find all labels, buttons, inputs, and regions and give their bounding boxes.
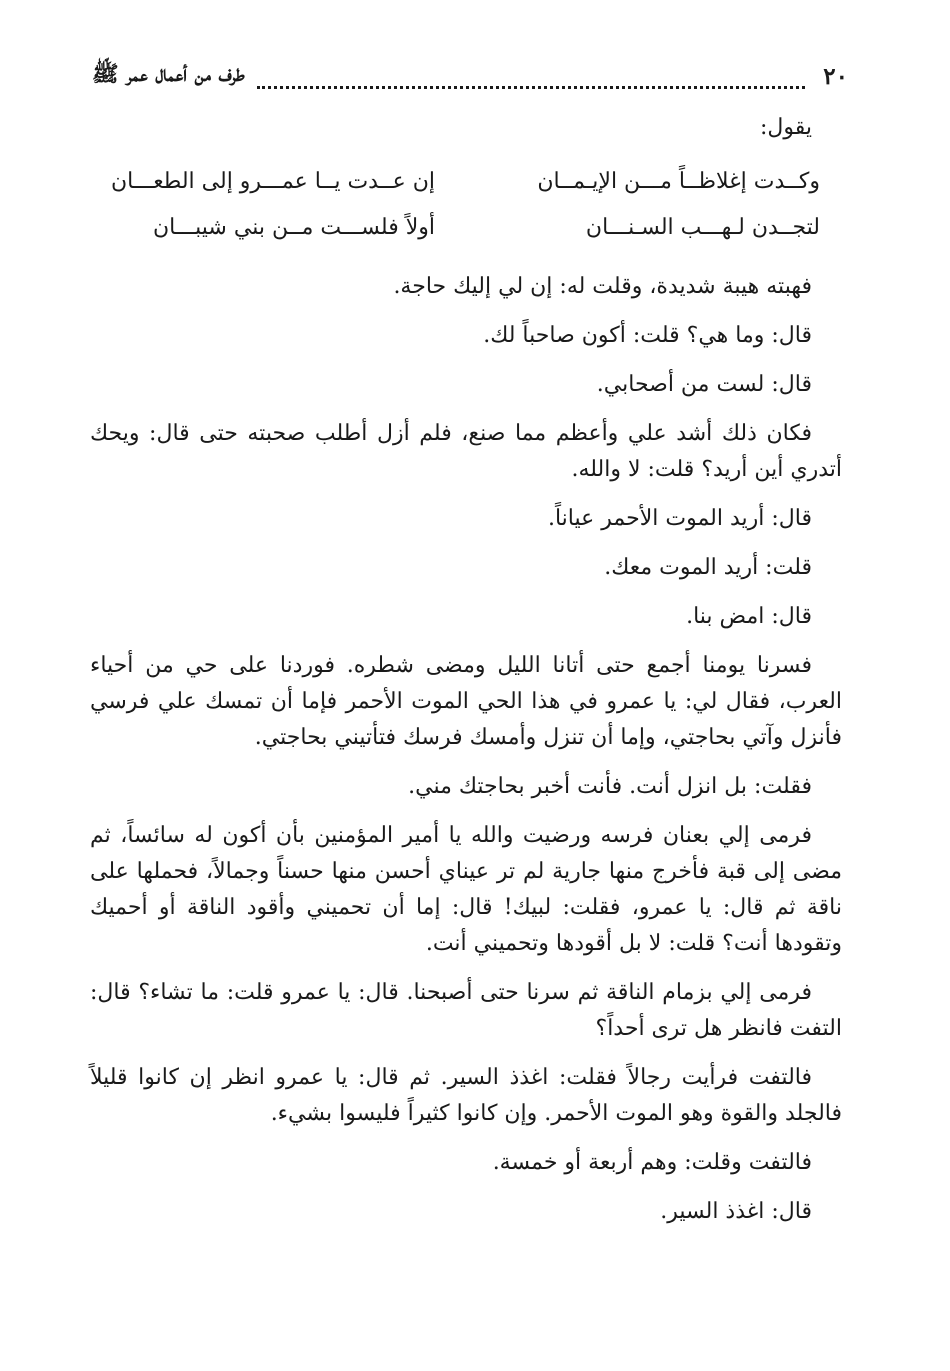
paragraph: فسرنا يومنا أجمع حتى أتانا الليل ومضى شطره. فوردنا على حي من أحياء العرب، فقال لي: يا عمرو في هذا الحي الموت الأحمر فإما أن تمسك علي فرسي فأنزل وآتي بحاجتي، وإما أن تنزل وأمسك فرسك فتأتيني بحاجتي.: [90, 653, 842, 750]
paragraph: فهبته هيبة شديدة، وقلت له: إن لي إليك حاجة.: [393, 274, 812, 299]
poem-verse: [90, 205, 842, 251]
paragraph: فالتفت وقلت: وهم أربعة أو خمسة.: [492, 1150, 812, 1175]
paragraph: فكان ذلك أشد علي وأعظم مما صنع، فلم أزل أطلب صحبته حتى قال: ويحك أتدري أين أريد؟ قلت: لا والله.: [90, 421, 842, 482]
paragraph: قال: امض بنا.: [686, 604, 812, 629]
paragraph: قلت: أريد الموت معك.: [604, 555, 812, 580]
paragraph: قال: اغذذ السير.: [660, 1199, 812, 1224]
page-header: [92, 56, 848, 96]
body-text: [90, 110, 842, 1243]
verse-first-hemistich: وكــدت إغلاظــاً مـــن الإيـمــان: [537, 169, 820, 194]
paragraph: فرمى إلي بزمام الناقة ثم سرنا حتى أصبحنا. قال: يا عمرو قلت: ما تشاء؟ قال: التفت فانظر هل ترى أحداً؟: [90, 980, 842, 1041]
paragraph: قال: لست من أصحابي.: [596, 372, 812, 397]
paragraph: فالتفت فرأيت رجالاً فقلت: اغذذ السير. ثم قال: يا عمرو انظر إن كانوا قليلاً فالجلد والقوة وهو الموت الأحمر. وإن كانوا كثيراً فليسوا بشيء.: [90, 1065, 842, 1126]
paragraph: قال: وما هي؟ قلت: أكون صاحباً لك.: [483, 323, 812, 348]
page-number: ٢٠: [823, 62, 848, 90]
verse-first-hemistich: لتجــدن لـهـــب السـنـــان: [585, 215, 820, 240]
paragraph: قال: أريد الموت الأحمر عياناً.: [547, 506, 812, 531]
paragraph: فقلت: بل انزل أنت. فأنت أخبر بحاجتك مني.: [408, 774, 812, 799]
paragraph: فرمى إلي بعنان فرسه ورضيت والله يا أمير المؤمنين بأن أكون له سائساً، ثم مضى إلى قبة فأخرج منها جارية لم تر عيناي أحسن منها حسناً وجمالاً، فحملها على ناقة ثم قال: يا عمرو، فقلت: لبيك! قال: إما أن تحميني وأقود الناقة أو أحميك وتقودها أنت؟ قلت: لا بل أقودها وتحميني أنت.: [90, 823, 842, 956]
poem-verse: [90, 159, 842, 205]
running-title: طرف من أعمال عمر ﷺ: [92, 61, 245, 87]
verse-second-hemistich: أولاً فلســـت مــن بني شيبـــان: [152, 215, 435, 240]
intro-line: يقول:: [759, 115, 812, 140]
header-dot-leader: [257, 74, 806, 89]
poem-block: [90, 159, 842, 251]
verse-second-hemistich: إن عــدت يــا عمـــرو إلى الطعـــان: [111, 169, 435, 194]
